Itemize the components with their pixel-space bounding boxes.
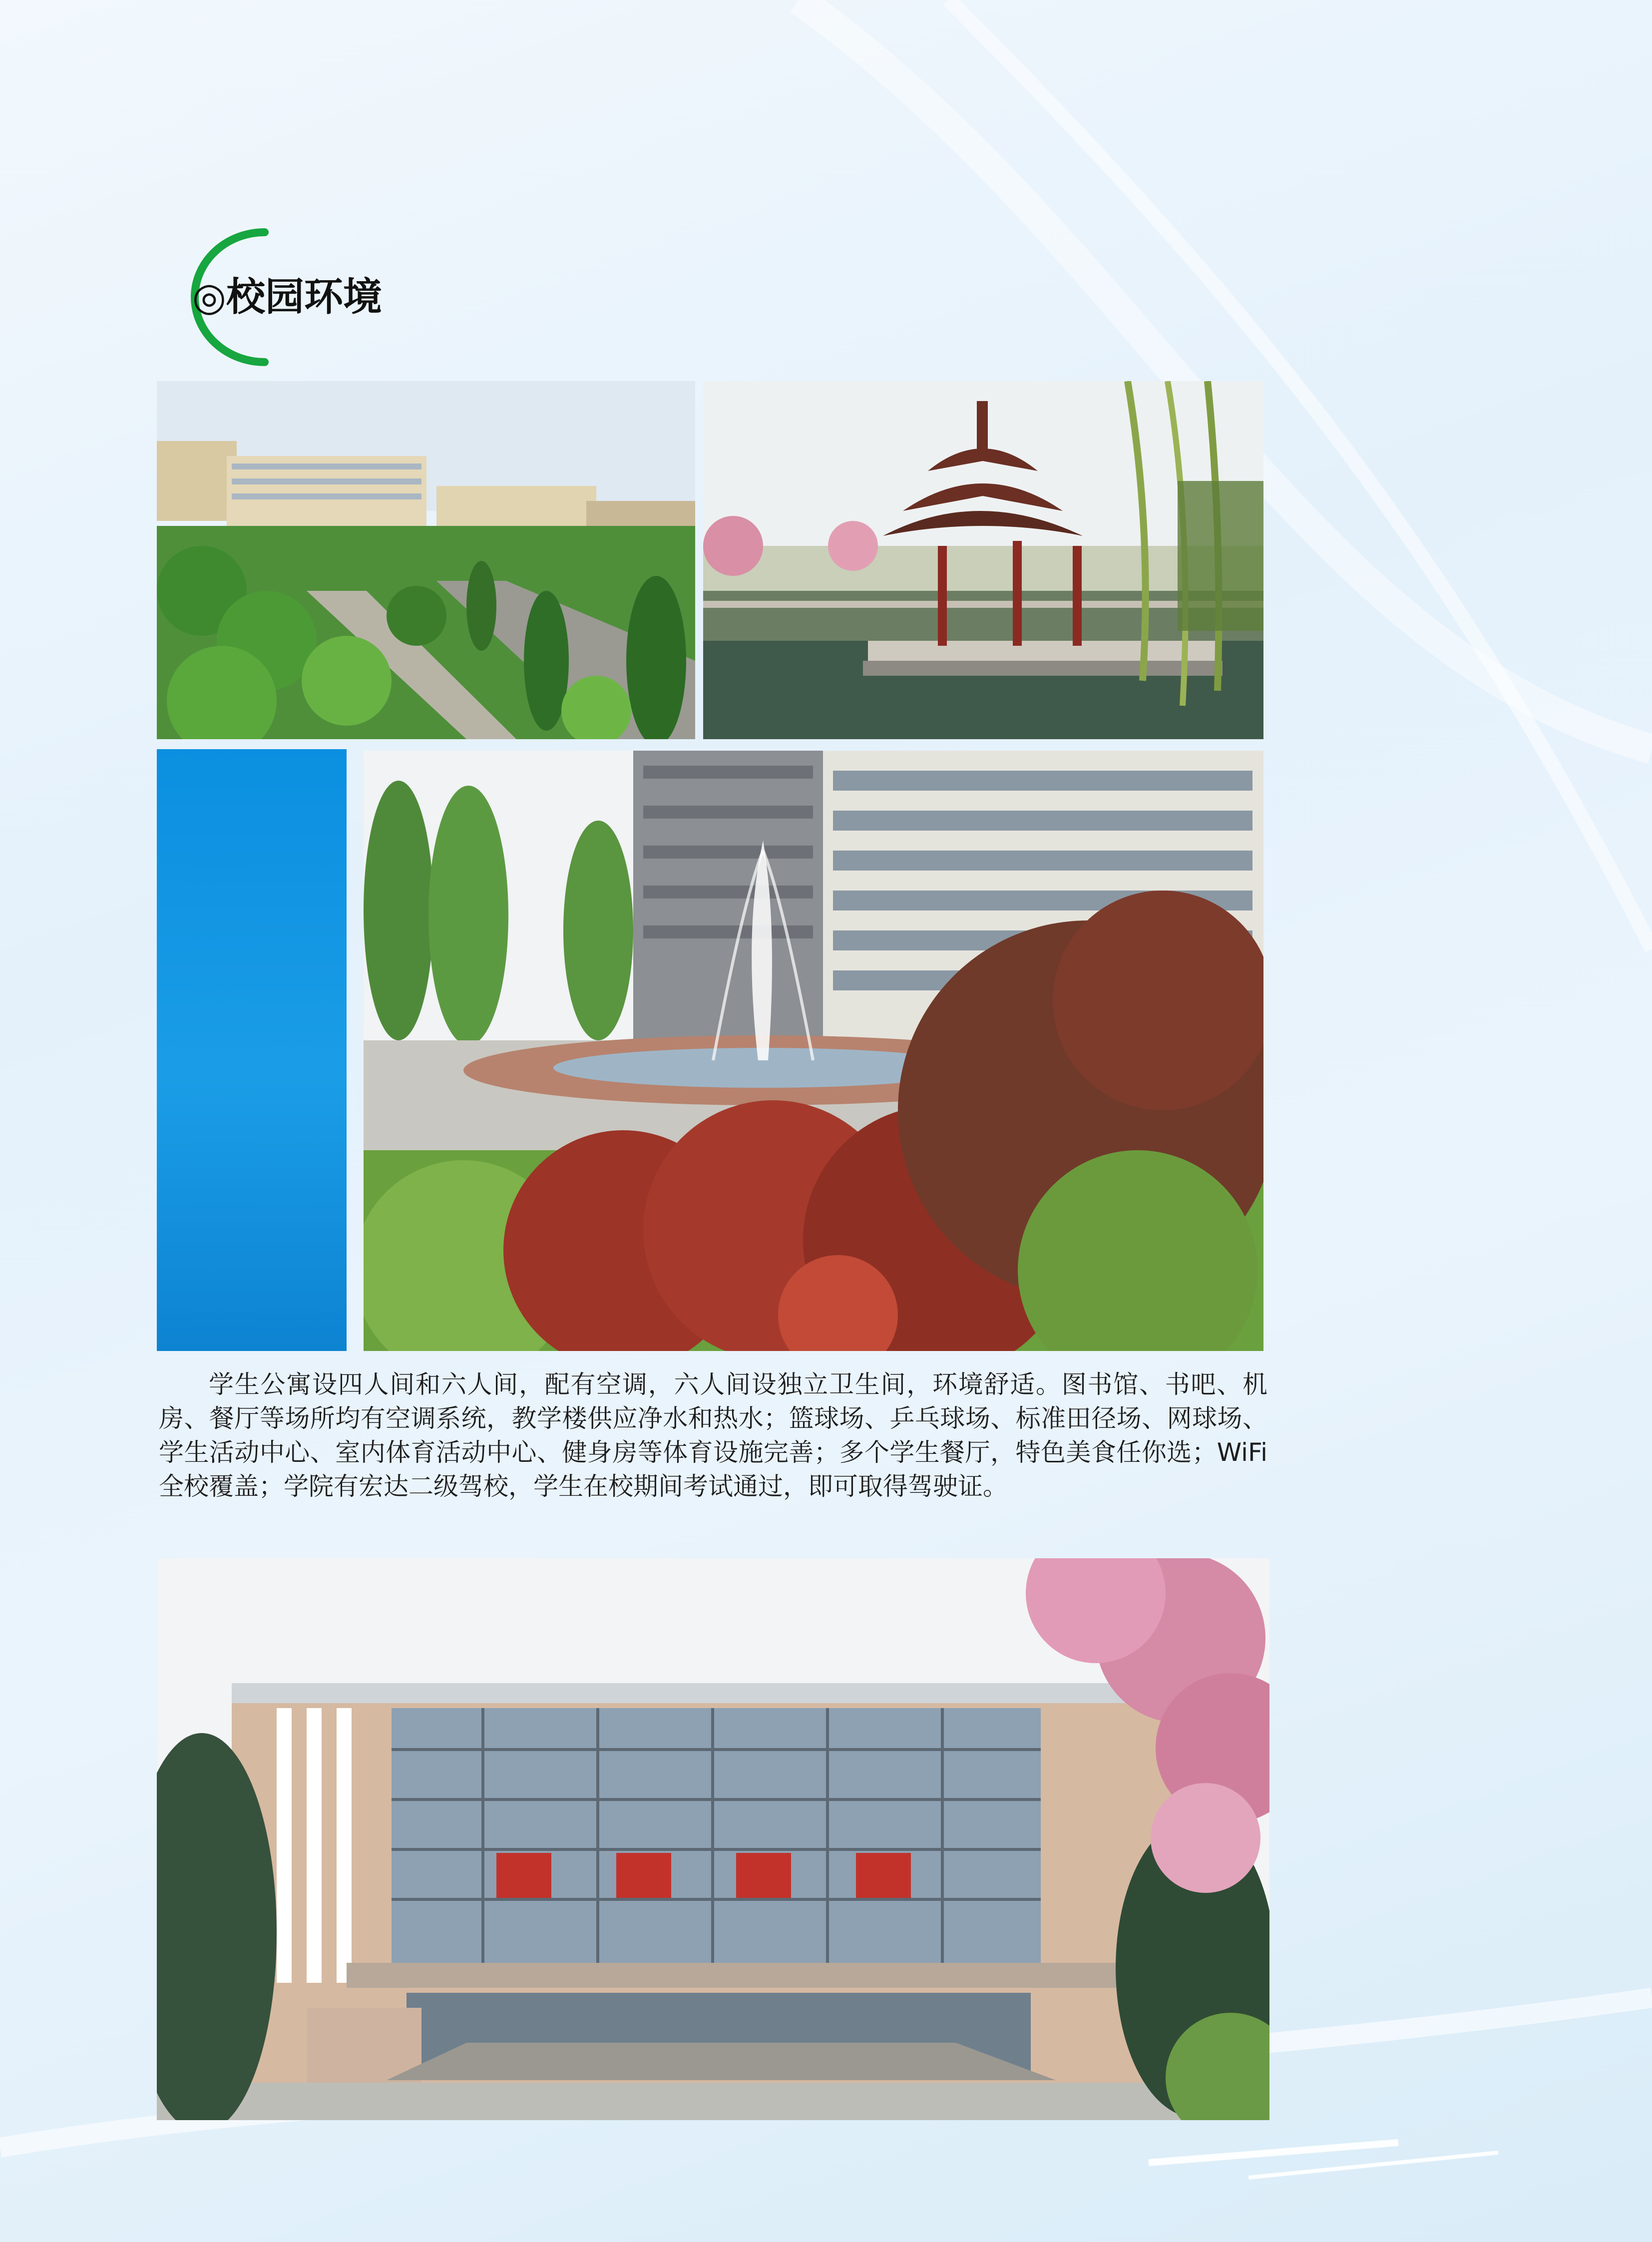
fountain-plaza-photo — [364, 751, 1263, 1351]
cultural-center-photo — [157, 1558, 1269, 2120]
section-title: ◎校园环境 — [192, 275, 383, 320]
pavilion-photo — [703, 381, 1263, 739]
side-accent-bar — [157, 749, 347, 1351]
campus-aerial-photo — [157, 381, 695, 739]
campus-description: 学生公寓设四人间和六人间，配有空调，六人间设独立卫生间，环境舒适。图书馆、书吧、机房、餐厅等场所均有空调系统，教学楼供应净水和热水；篮球场、乒乓球场、标准田径场、网球场、学生活动中心、室内体育活动中心、健身房等体育设施完善；多个学生餐厅，特色美食任你选；WiFi 全校覆盖；学院有宏达二级驾校，学生在校期间考试通过，即可取得驾驶证。 — [159, 1370, 1267, 1501]
